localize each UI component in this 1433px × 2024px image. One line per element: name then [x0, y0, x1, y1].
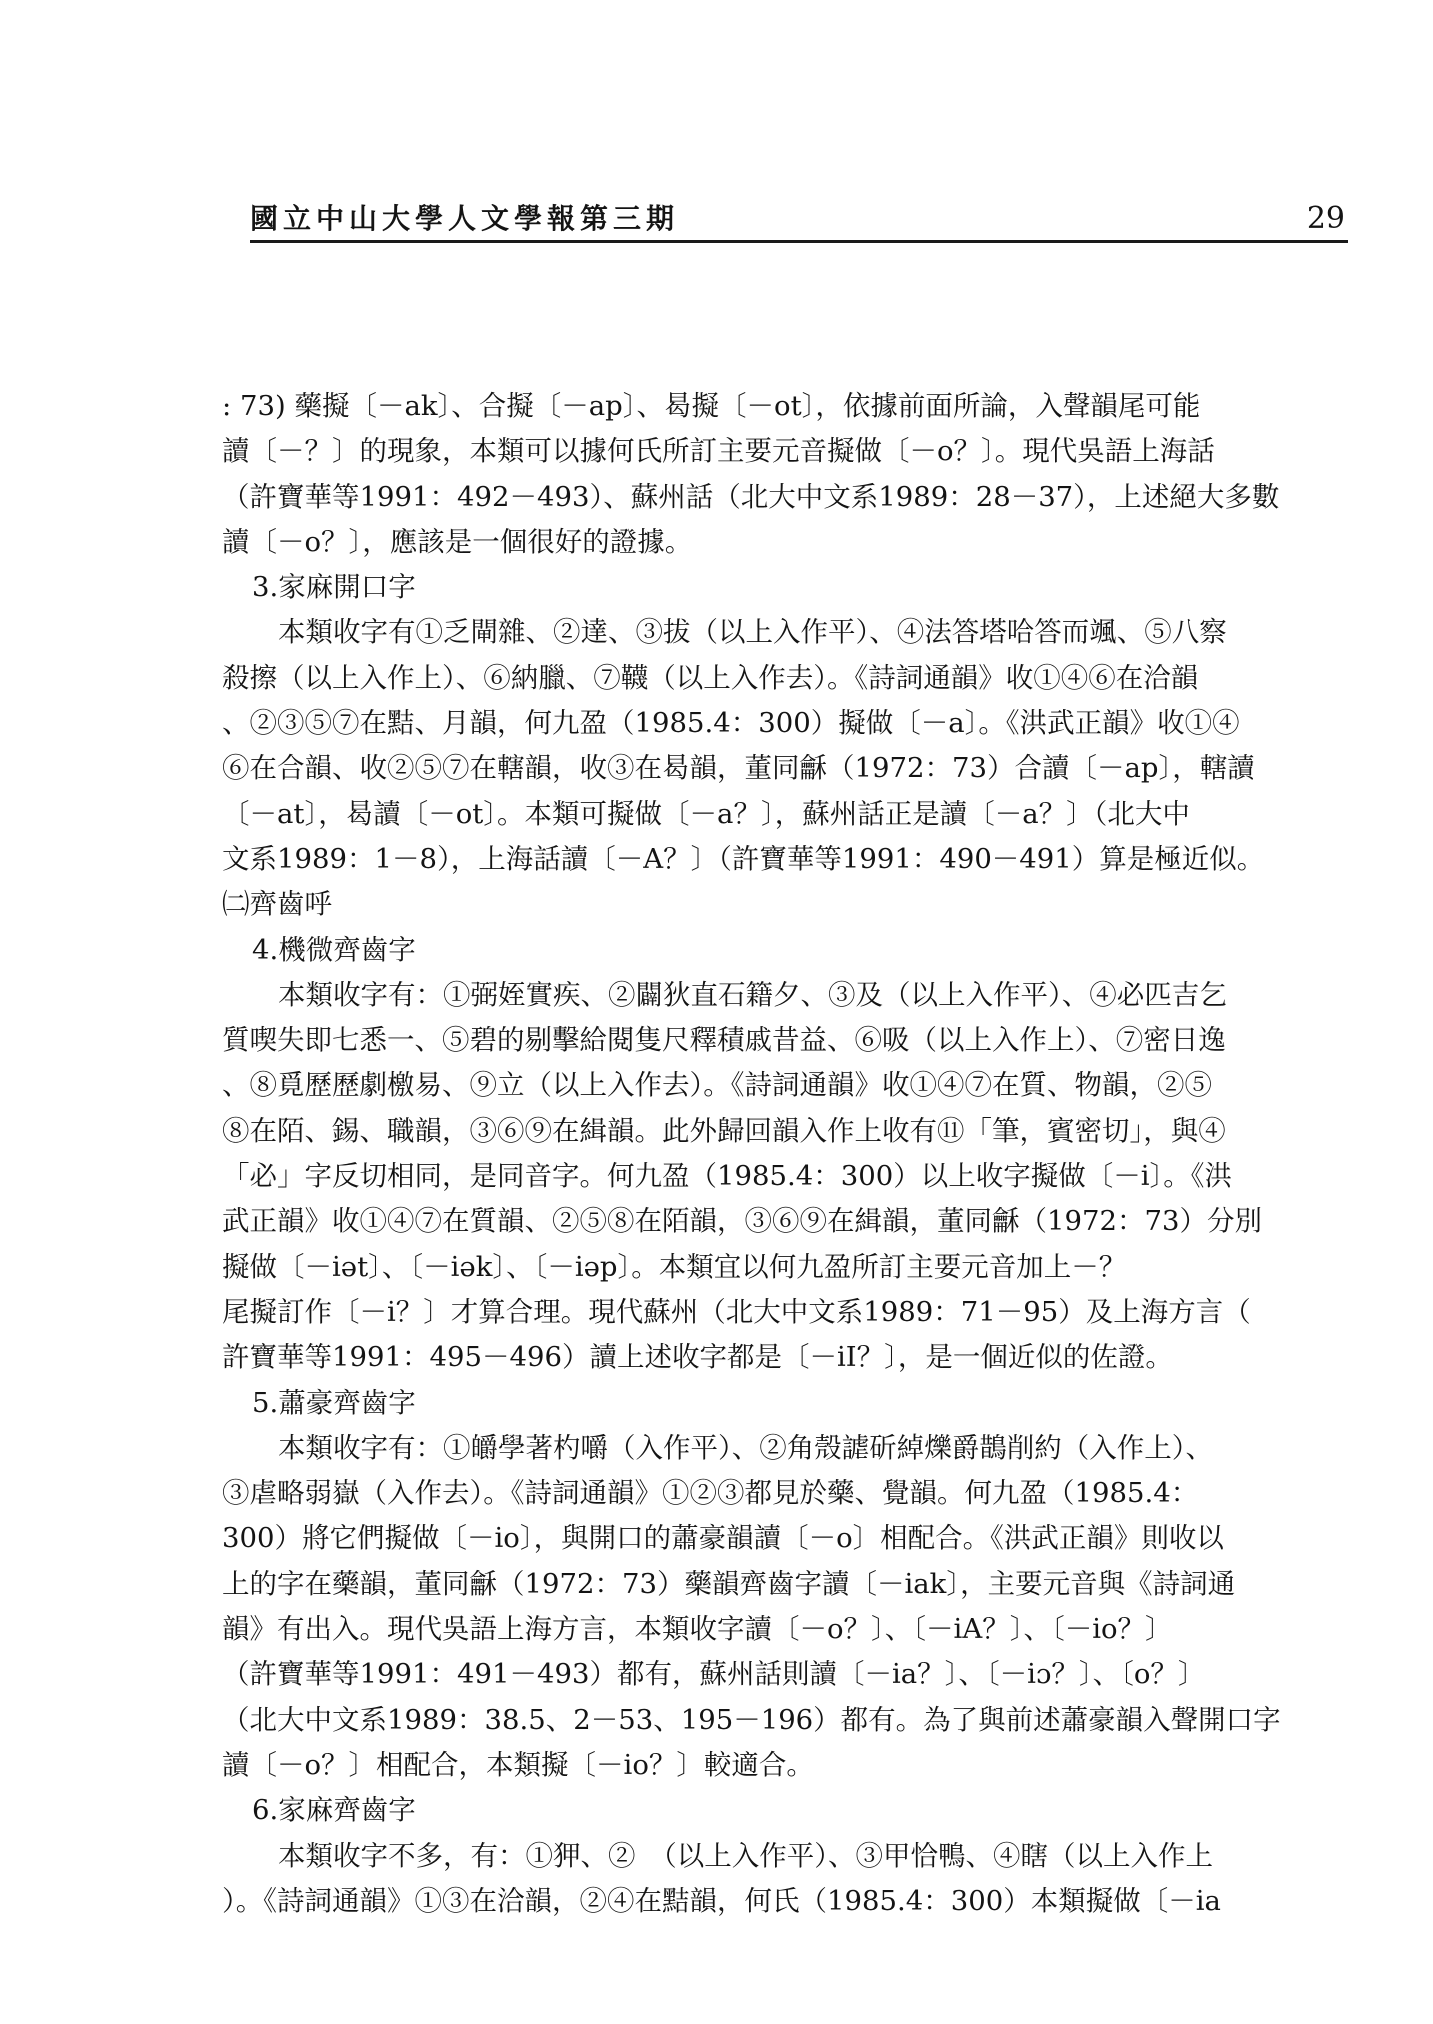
text-line: 質喫失即七悉一、⑤碧的剔擊給閱隻尺釋積戚昔益、⑥吸（以上入作上）、⑦密日逸	[222, 1024, 1226, 1057]
text-line: 、⑧覓歷歷劇檄易、⑨立（以上入作去）。《詩詞通韻》收①④⑦在質、物韻，②⑤	[222, 1069, 1212, 1102]
text-line: : 73) 藥擬〔－ak〕、合擬〔－ap〕、曷擬〔－ot〕，依據前面所論，入聲韻尾可能	[222, 390, 1201, 422]
page-number: 29	[1306, 201, 1345, 236]
section-heading: 6.家麻齊齒字	[252, 1794, 416, 1827]
text-line: 武正韻》收①④⑦在質韻、②⑤⑧在陌韻，③⑥⑨在緝韻，董同龢（1972：73）分別	[222, 1205, 1262, 1238]
text-line: 、②③⑤⑦在黠、月韻，何九盈（1985.4：300）擬做〔－a〕。《洪武正韻》收①④	[222, 707, 1240, 740]
section-heading: ㈡齊齒呼	[222, 888, 332, 921]
text-line: （許寶華等1991：492－493）、蘇州話（北大中文系1989：28－37），上述絕大多數	[222, 480, 1280, 513]
journal-title: 國立中山大學人文學報第三期	[250, 202, 680, 235]
text-line: （許寶華等1991：491－493）都有，蘇州話則讀〔－ia？〕、〔－iɔ？〕、〔o？〕	[222, 1658, 1206, 1691]
text-line: 讀〔－o？〕相配合，本類擬〔－io？〕較適合。	[222, 1748, 814, 1781]
text-line: 本類收字有：①弼姪實疾、②闢狄直石籍夕、③及（以上入作平）、④必匹吉乞	[278, 978, 1227, 1011]
text-line: 擬做〔－iət〕、〔－iək〕、〔－iəp〕。本類宜以何九盈所訂主要元音加上－？	[222, 1250, 1127, 1283]
text-line: 許寶華等1991：495－496）讀上述收字都是〔－iI？〕，是一個近似的佐證。	[222, 1341, 1173, 1374]
text-line: 〔－at〕，曷讀〔－ot〕。本類可擬做〔－a？〕，蘇州話正是讀〔－a？〕（北大中	[222, 797, 1190, 830]
text-line: 本類收字不多，有：①狎、② （以上入作平）、③甲恰鴨、④瞎（以上入作上	[278, 1839, 1213, 1872]
text-line: 「必」字反切相同，是同音字。何九盈（1985.4：300）以上收字擬做〔－i〕。《洪	[222, 1160, 1233, 1193]
text-line: ⑧在陌、錫、職韻，③⑥⑨在緝韻。此外歸回韻入作上收有⑪「筆，賓密切」，與④	[222, 1114, 1226, 1147]
section-heading: 3.家麻開口字	[252, 571, 416, 604]
text-line: 讀〔－？〕的現象，本類可以據何氏所訂主要元音擬做〔－o？〕。現代吳語上海話	[222, 435, 1215, 468]
text-line: 上的字在藥韻，董同龢（1972：73）藥韻齊齒字讀〔－iak〕，主要元音與《詩詞通	[222, 1567, 1236, 1600]
text-line: 300）將它們擬做〔－io〕，與開口的蕭豪韻讀〔－o〕相配合。《洪武正韻》則收以	[222, 1522, 1224, 1555]
header-rule	[250, 240, 1348, 243]
section-heading: 5.蕭豪齊齒字	[252, 1386, 416, 1419]
running-head	[250, 198, 1345, 240]
text-line: 尾擬訂作〔－i？〕才算合理。現代蘇州（北大中文系1989：71－95）及上海方言（	[222, 1295, 1251, 1328]
text-line: 讀〔－o？〕，應該是一個很好的證據。	[222, 525, 693, 558]
text-line: 本類收字有①乏閘雜、②達、③拔（以上入作平）、④法答塔哈答而颯、⑤八察	[278, 616, 1227, 649]
text-line: 殺擦（以上入作上）、⑥納臘、⑦韈（以上入作去）。《詩詞通韻》收①④⑥在洽韻	[222, 661, 1199, 694]
body-text	[222, 384, 1382, 1924]
text-line: （北大中文系1989：38.5、2－53、195－196）都有。為了與前述蕭豪韻入聲開口字	[222, 1703, 1281, 1736]
text-line: ③虐略弱嶽（入作去）。《詩詞通韻》①②③都見於藥、覺韻。何九盈（1985.4：	[222, 1477, 1199, 1510]
text-line: 文系1989：1－8），上海話讀〔－A？〕（許寶華等1991：490－491）算是極近似。	[222, 842, 1265, 875]
text-line: ⑥在合韻、收②⑤⑦在轄韻，收③在曷韻，董同龢（1972：73）合讀〔－ap〕，轄讀	[222, 752, 1255, 785]
section-heading: 4.機微齊齒字	[252, 933, 416, 966]
text-line: 本類收字有：①皭學著杓嚼（入作平）、②角殼謔斫綽爍爵鵲削約（入作上）、	[278, 1431, 1213, 1464]
text-line: ）。《詩詞通韻》①③在洽韻，②④在黠韻，何氏（1985.4：300）本類擬做〔－ia	[222, 1884, 1221, 1917]
text-line: 韻》有出入。現代吳語上海方言，本類收字讀〔－o？〕、〔－iA？〕、〔－io？〕	[222, 1613, 1173, 1646]
